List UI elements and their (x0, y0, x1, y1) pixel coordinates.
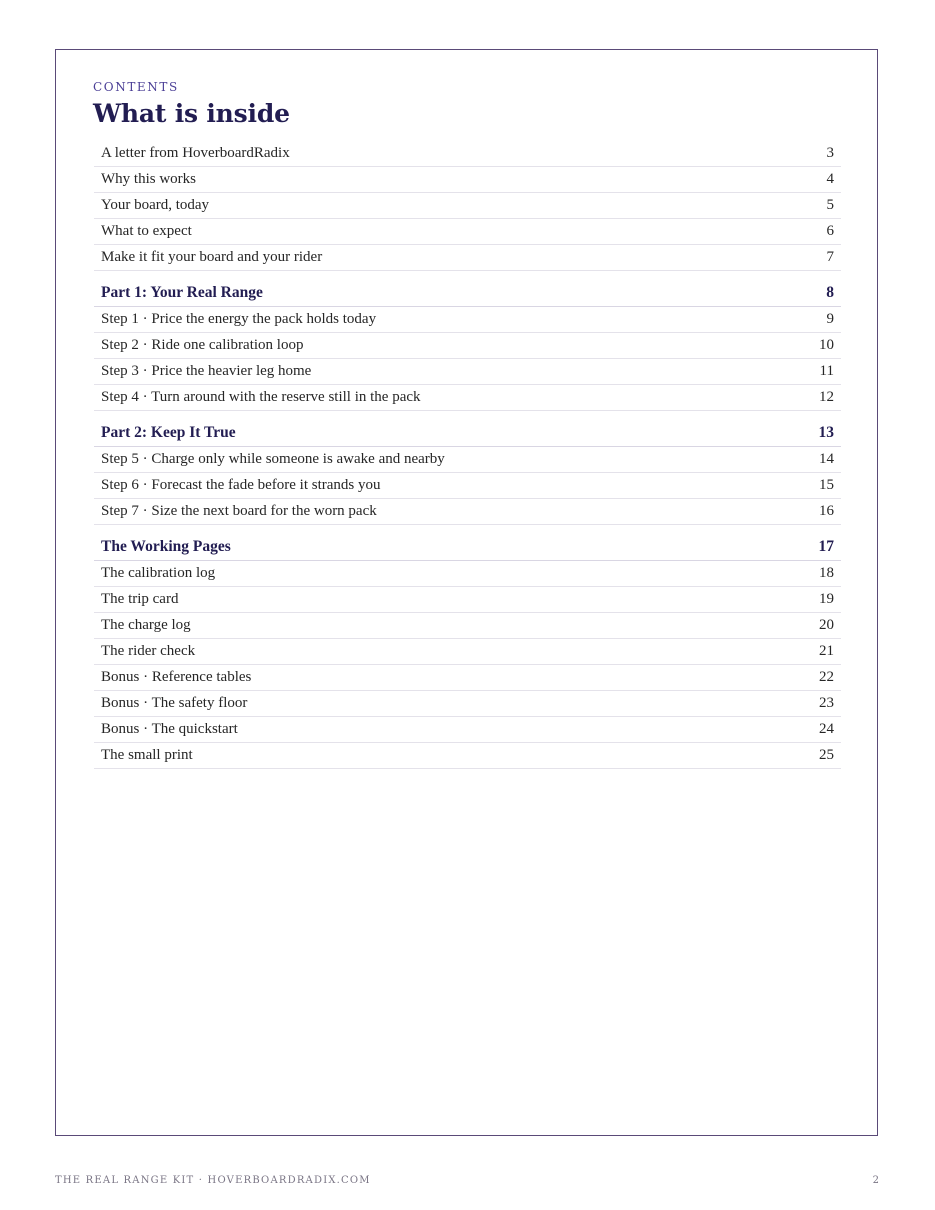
toc-entry-page: 13 (818, 423, 834, 441)
toc-entry-label: Bonus · Reference tables (101, 669, 252, 685)
toc-entry-page: 22 (819, 669, 834, 685)
toc-entry[interactable] (94, 219, 841, 245)
toc-entry-label: Make it fit your board and your rider (101, 249, 323, 265)
toc-entry-page: 20 (819, 617, 834, 633)
toc-entry-page: 24 (819, 721, 834, 737)
toc-entry[interactable] (94, 141, 841, 167)
toc-entry[interactable] (94, 561, 841, 587)
toc-entry-page: 16 (819, 503, 834, 519)
toc-entry-label: What to expect (101, 223, 192, 239)
toc-entry-label: Your board, today (101, 197, 210, 213)
toc-entry-label: Step 5 · Charge only while someone is awake and nearby (101, 451, 445, 467)
toc-entry-label: Bonus · The safety floor (101, 695, 248, 711)
toc-entry[interactable] (94, 385, 841, 411)
toc-entry[interactable] (94, 167, 841, 193)
toc-entry-page: 6 (826, 223, 834, 239)
page-title: What is inside (93, 99, 290, 128)
toc-entry[interactable] (94, 307, 841, 333)
toc-entry-page: 17 (818, 537, 834, 555)
toc-entry-page: 5 (826, 197, 834, 213)
toc-entry-page: 21 (819, 643, 834, 659)
toc-entry[interactable] (94, 743, 841, 769)
toc-entry-label: Bonus · The quickstart (101, 721, 238, 737)
toc-entry-page: 3 (826, 145, 834, 161)
toc-entry-page: 14 (819, 451, 834, 467)
toc-entry-label: Step 7 · Size the next board for the worn pack (101, 503, 377, 519)
toc-entry-label: The small print (101, 747, 193, 763)
toc-part-heading[interactable] (94, 525, 841, 561)
toc-entry-label: Why this works (101, 171, 196, 187)
toc-entry[interactable] (94, 691, 841, 717)
toc-entry[interactable] (94, 447, 841, 473)
toc-entry-label: The trip card (101, 591, 179, 607)
toc-entry[interactable] (94, 333, 841, 359)
toc-entry[interactable] (94, 717, 841, 743)
toc-entry[interactable] (94, 613, 841, 639)
toc-entry-page: 9 (826, 311, 834, 327)
toc-entry-label: Part 1: Your Real Range (101, 283, 263, 301)
toc-entry[interactable] (94, 359, 841, 385)
footer-page-number: 2 (872, 1175, 879, 1186)
toc-entry-page: 15 (819, 477, 834, 493)
toc-entry-label: Step 4 · Turn around with the reserve still in the pack (101, 389, 421, 405)
toc-entry-page: 4 (826, 171, 834, 187)
toc-entry-label: Step 2 · Ride one calibration loop (101, 337, 304, 353)
toc-entry-label: A letter from HoverboardRadix (101, 145, 290, 161)
toc-part-heading[interactable] (94, 411, 841, 447)
toc-entry[interactable] (94, 587, 841, 613)
toc-entry-label: Step 6 · Forecast the fade before it strands you (101, 477, 381, 493)
table-of-contents (94, 141, 841, 769)
toc-part-heading[interactable] (94, 271, 841, 307)
toc-entry[interactable] (94, 473, 841, 499)
toc-entry-label: The Working Pages (101, 537, 231, 555)
toc-entry-page: 11 (819, 363, 834, 379)
toc-entry-page: 8 (826, 283, 834, 301)
section-eyebrow: CONTENTS (93, 80, 179, 94)
toc-entry-page: 18 (819, 565, 834, 581)
toc-entry[interactable] (94, 499, 841, 525)
toc-entry-label: Step 1 · Price the energy the pack holds today (101, 311, 377, 327)
toc-entry-page: 7 (826, 249, 834, 265)
toc-entry-label: Step 3 · Price the heavier leg home (101, 363, 312, 379)
toc-entry-page: 25 (819, 747, 834, 763)
toc-entry-page: 10 (819, 337, 834, 353)
footer-text: THE REAL RANGE KIT · HOVERBOARDRADIX.COM (55, 1175, 371, 1186)
toc-entry[interactable] (94, 245, 841, 271)
toc-entry-page: 19 (819, 591, 834, 607)
toc-entry[interactable] (94, 665, 841, 691)
toc-entry-label: The calibration log (101, 565, 216, 581)
toc-entry-page: 23 (819, 695, 834, 711)
toc-entry[interactable] (94, 193, 841, 219)
toc-entry-page: 12 (819, 389, 834, 405)
toc-entry-label: The charge log (101, 617, 191, 633)
toc-entry-label: Part 2: Keep It True (101, 423, 236, 441)
toc-entry[interactable] (94, 639, 841, 665)
toc-entry-label: The rider check (101, 643, 196, 659)
